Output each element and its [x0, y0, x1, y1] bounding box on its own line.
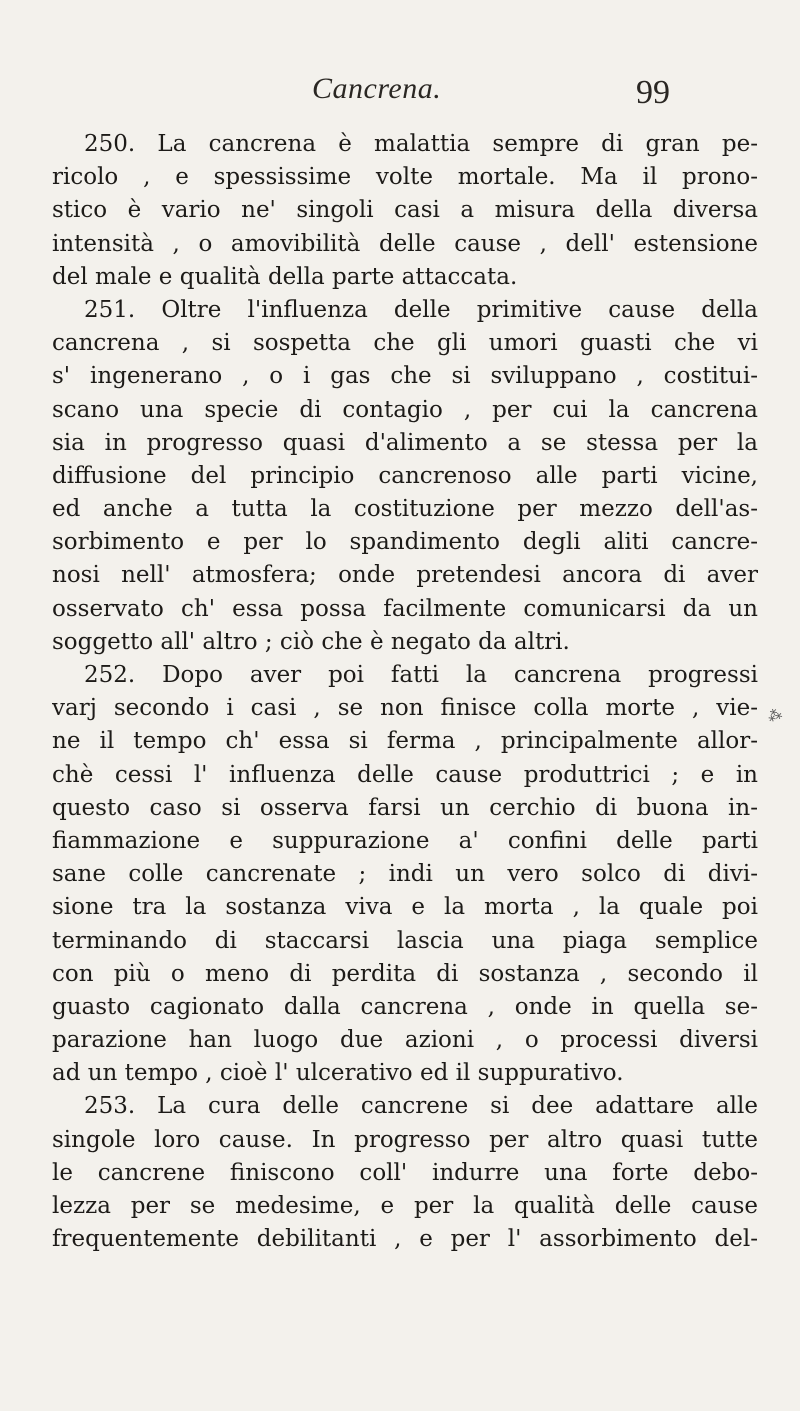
- text-line: sorbimento e per lo spandimento degli aliti cancre-: [52, 529, 758, 556]
- text-line: intensità , o amovibilità delle cause , dell' estensione: [52, 230, 758, 257]
- text-line: guasto cagionato dalla cancrena , onde in quella se-: [52, 993, 758, 1020]
- running-title: Cancrena.: [312, 72, 442, 105]
- text-line: varj secondo i casi , se non finisce colla morte , vie-: [52, 695, 758, 722]
- text-line: scano una specie di contagio , per cui la cancrena: [52, 396, 758, 423]
- margin-mark-icon: ⁂: [765, 706, 785, 726]
- text-line: 253. La cura delle cancrene si dee adattare alle: [84, 1093, 758, 1120]
- text-line: stico è vario ne' singoli casi a misura della diversa: [52, 197, 758, 224]
- text-line: 251. Oltre l'influenza delle primitive cause della: [84, 296, 758, 323]
- text-line: singole loro cause. In progresso per altro quasi tutte: [52, 1126, 758, 1153]
- text-line: chè cessi l' influenza delle cause produttrici ; e in: [52, 761, 758, 788]
- text-line: lezza per se medesime, e per la qualità delle cause: [52, 1193, 758, 1219]
- text-line: ne il tempo ch' essa si ferma , principalmente allor-: [52, 728, 758, 755]
- text-line: con più o meno di perdita di sostanza , secondo il: [52, 960, 758, 987]
- text-line: sia in progresso quasi d'alimento a se stessa per la: [52, 429, 758, 456]
- page-number: 99: [636, 74, 670, 111]
- text-line: osservato ch' essa possa facilmente comunicarsi da un: [52, 595, 758, 622]
- text-line: ricolo , e spessissime volte mortale. Ma il prono-: [52, 164, 758, 191]
- text-line: cancrena , si sospetta che gli umori guasti che vi: [52, 330, 758, 357]
- text-line: s' ingenerano , o i gas che si sviluppano , costitui-: [52, 363, 758, 390]
- text-line: del male e qualità della parte attaccata.: [52, 263, 518, 290]
- text-line: parazione han luogo due azioni , o processi diversi: [52, 1027, 758, 1054]
- text-line: sione tra la sostanza viva e la morta , la quale poi: [52, 894, 758, 921]
- body-text: [52, 128, 758, 1256]
- running-head: [0, 72, 800, 112]
- text-line: le cancrene finiscono coll' indurre una forte debo-: [52, 1159, 758, 1186]
- text-line: ed anche a tutta la costituzione per mezzo dell'as-: [52, 496, 758, 523]
- text-line: soggetto all' altro ; ciò che è negato da altri.: [52, 628, 570, 655]
- text-line: 250. La cancrena è malattia sempre di gran pe-: [84, 131, 758, 157]
- text-line: nosi nell' atmosfera; onde pretendesi ancora di aver: [52, 562, 758, 589]
- text-line: sane colle cancrenate ; indi un vero solco di divi-: [52, 861, 758, 888]
- text-line: frequentemente debilitanti , e per l' assorbimento del-: [52, 1226, 758, 1253]
- text-line: questo caso si osserva farsi un cerchio di buona in-: [52, 794, 758, 821]
- text-line: terminando di staccarsi lascia una piaga semplice: [52, 927, 758, 954]
- text-line: ad un tempo , cioè l' ulcerativo ed il suppurativo.: [52, 1060, 624, 1087]
- text-line: fiammazione e suppurazione a' confini delle parti: [52, 827, 758, 854]
- text-line: 252. Dopo aver poi fatti la cancrena progressi: [84, 662, 758, 688]
- text-line: diffusione del principio cancrenoso alle parti vicine,: [52, 462, 758, 489]
